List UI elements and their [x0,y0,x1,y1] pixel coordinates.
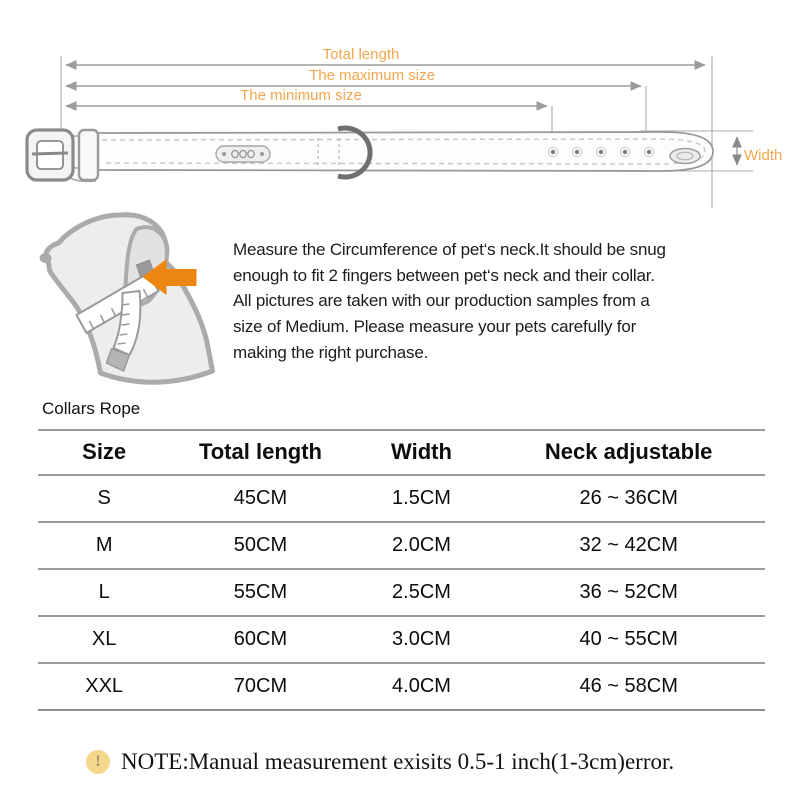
column-header-neck-adjustable: Neck adjustable [492,430,765,475]
measure-instructions-line: size of Medium. Please measure your pets carefully for [233,317,637,337]
label-maximum-size: The maximum size [309,67,435,84]
note-text: NOTE:Manual measurement exisits 0.5-1 inch(1-3cm)error. [121,749,675,774]
cell-neck-adjustable: 46 ~ 58CM [492,663,765,710]
tip-badge [670,149,700,164]
table-header-row [38,430,765,475]
size-table [38,429,765,711]
measure-instructions-line: All pictures are taken with our production samples from a [233,291,650,311]
table-row [38,663,765,710]
cell-width: 1.5CM [351,475,493,522]
keeper-loop [79,130,98,180]
cell-width: 2.5CM [351,569,493,616]
cell-size: XXL [38,663,170,710]
cell-total-length: 45CM [170,475,350,522]
cell-total-length: 70CM [170,663,350,710]
measure-instructions-line: enough to fit 2 fingers between pet‘s neck and their collar. [233,265,655,285]
label-total-length: Total length [322,46,400,63]
exclamation-icon: ! [86,750,110,774]
measure-instructions-line: Measure the Circumference of pet‘s neck.It should be snug [233,240,666,259]
label-width: Width [744,147,783,164]
size-chart-title: Collars Rope [42,399,141,418]
cell-size: XL [38,616,170,663]
measure-instructions [233,237,666,366]
cell-neck-adjustable: 32 ~ 42CM [492,522,765,569]
size-chart [38,399,765,711]
cell-neck-adjustable: 26 ~ 36CM [492,475,765,522]
cell-width: 4.0CM [351,663,493,710]
cell-width: 2.0CM [351,522,493,569]
collar-illustration [27,128,713,181]
dog-nose [40,253,52,263]
table-row [38,616,765,663]
cell-total-length: 60CM [170,616,350,663]
cell-size: M [38,522,170,569]
table-row [38,475,765,522]
table-row [38,569,765,616]
cell-total-length: 50CM [170,522,350,569]
cell-width: 3.0CM [351,616,493,663]
brand-plate [216,146,270,162]
note-banner [86,749,674,775]
cell-neck-adjustable: 36 ~ 52CM [492,569,765,616]
collar-measurement-diagram [0,0,800,218]
dog-measuring-illustration [24,203,234,388]
cell-size: L [38,569,170,616]
cell-size: S [38,475,170,522]
buckle-prong [32,153,68,154]
measure-instructions-line: making the right purchase. [233,342,429,362]
cell-total-length: 55CM [170,569,350,616]
column-header-size: Size [38,430,170,475]
table-row [38,522,765,569]
label-minimum-size: The minimum size [240,87,362,104]
column-header-total-length: Total length [170,430,350,475]
column-header-width: Width [351,430,493,475]
cell-neck-adjustable: 40 ~ 55CM [492,616,765,663]
